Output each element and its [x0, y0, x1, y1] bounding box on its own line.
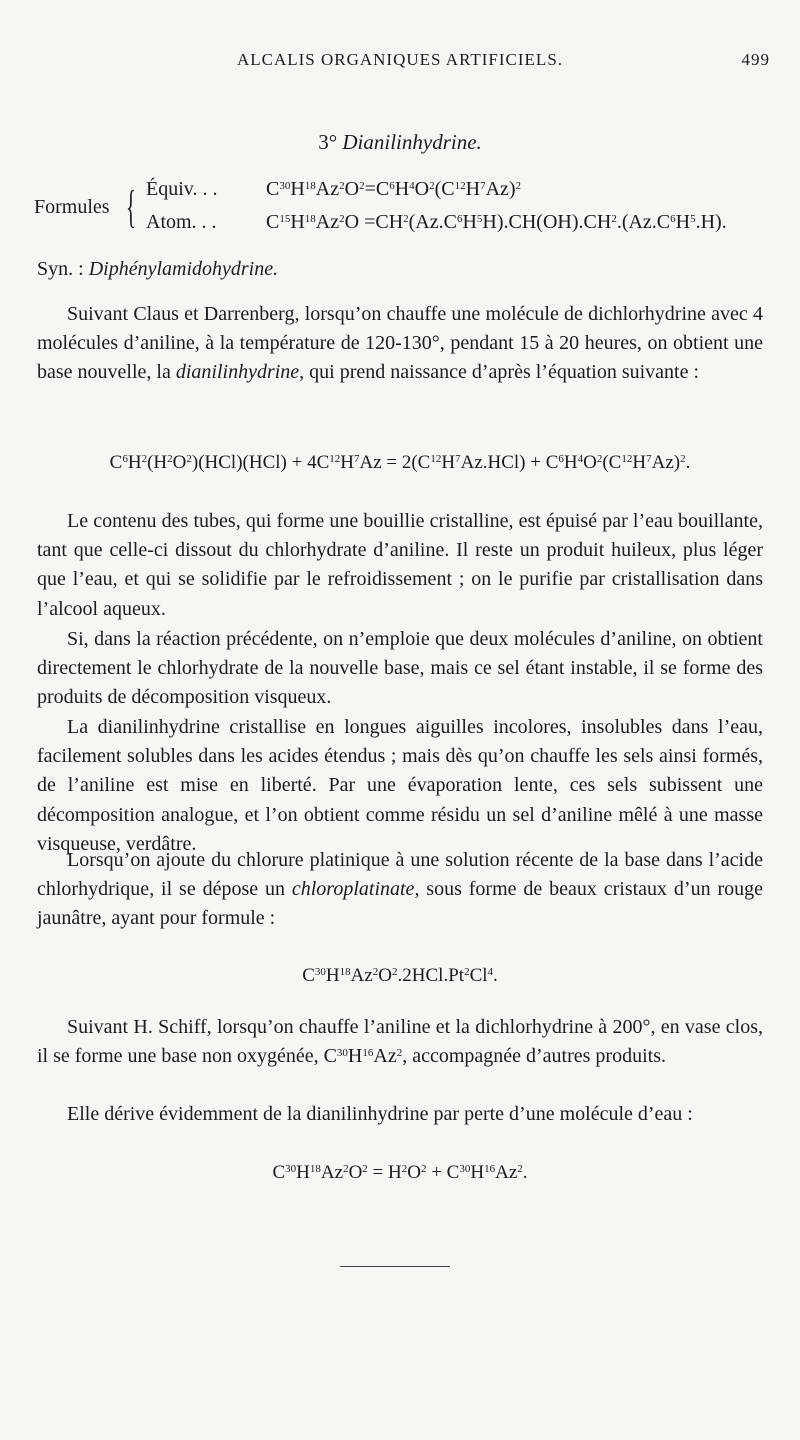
synonym-label: Syn. : — [37, 258, 84, 280]
section-number: 3° — [318, 130, 338, 154]
paragraph-6: Suivant H. Schiff, lorsqu’on chauffe l’aniline et la dichlorhydrine à 200°, en vase clos, il se forme une base non oxygénée, $C^{30}H^{16}Az^2$, accompagnée d’autres produits. — [37, 1016, 763, 1068]
synonym-name: Diphénylamidohydrine. — [88, 258, 279, 280]
atom-label: Atom. . . — [146, 211, 217, 233]
formula-block — [34, 178, 774, 242]
section-name: Dianilinhydrine. — [342, 130, 482, 154]
formula-equiv-row — [146, 178, 521, 201]
paragraph-1: Suivant Claus et Darrenberg, lorsqu’on chauffe une molécule de dichlorhydrine avec 4 molécules d’aniline, à la température de 120-130°, pendant 15 à 20 heures, on obtient une base nouvelle, la dianilinhydrine, qui prend naissance d’après l’équation suivante : — [37, 303, 763, 384]
paragraph-3: Si, dans la réaction précédente, on n’emploie que deux molécules d’aniline, on obtient directement le chlorhydrate de la nouvelle base, mais ce sel étant instable, il se forme des produits de décomposition visqueux. — [37, 628, 763, 709]
brace-glyph: { — [126, 181, 136, 232]
equiv-label: Équiv. . . — [146, 178, 218, 200]
page-number: 499 — [741, 50, 770, 69]
running-title: ALCALIS ORGANIQUES ARTIFICIELS. — [236, 50, 564, 69]
section-title — [0, 130, 800, 155]
paragraph-5: Lorsqu’on ajoute du chlorure platinique à une solution récente de la base dans l’acide chlorhydrique, il se dépose un chloroplatinate, sous forme de beaux cristaux d’un rouge jaunâtre, ayant pour formule : — [37, 849, 763, 930]
paragraph-4: La dianilinhydrine cristallise en longues aiguilles incolores, insolubles dans l’eau, facilement solubles dans les acides étendus ; mais dès qu’on chauffe les sels ainsi formés, de l’aniline est mise en liberté. Par une évaporation lente, ces sels subissent une décomposition analogue, et l’on obtient comme résidu un sel d’aniline mêlé à une masse visqueuse, verdâtre. — [37, 716, 763, 855]
running-head — [30, 50, 770, 74]
paragraph-7: Elle dérive évidemment de la dianilinhydrine par perte d’une molécule d’eau : — [67, 1103, 693, 1125]
synonym-line — [37, 258, 278, 281]
formulas-label: Formules — [34, 196, 110, 218]
paragraph-2: Le contenu des tubes, qui forme une bouillie cristalline, est épuisé par l’eau bouillante, tant que celle-ci dissout du chlorhydrate d’aniline. Il reste un produit huileux, plus léger que l’eau, et qui se solidifie par le refroidissement ; on le purifie par cristallisation dans l’alcool aqueux. — [37, 510, 763, 620]
atom-formula: $C^{15}H^{18}Az^2O =CH^2(Az.C^6H^5H).CH(OH).CH^2.(Az.C^6H^5.H)$. — [266, 211, 727, 233]
section-rule — [340, 1266, 450, 1267]
equation-chloroplatinate: $C^{30}H^{18}Az^2O^2.2HCl.Pt^2Cl^4$. — [302, 965, 498, 986]
equiv-formula: $C^{30}H^{18}Az^2O^2=C^6H^4O^2(C^{12}H^7Az)^2$ — [266, 178, 522, 200]
formula-atom-row — [146, 211, 727, 234]
equation-reaction: $C^6H^2(H^2O^2)(HCl)(HCl) + 4C^{12}H^7Az = 2(C^{12}H^7Az.HCl) + C^6H^4O^2(C^{12}H^7Az)^2$. — [109, 452, 691, 473]
equation-dehydration: $C^{30}H^{18}Az^2O^2 = H^2O^2 + C^{30}H^{16}Az^2$. — [272, 1162, 528, 1183]
